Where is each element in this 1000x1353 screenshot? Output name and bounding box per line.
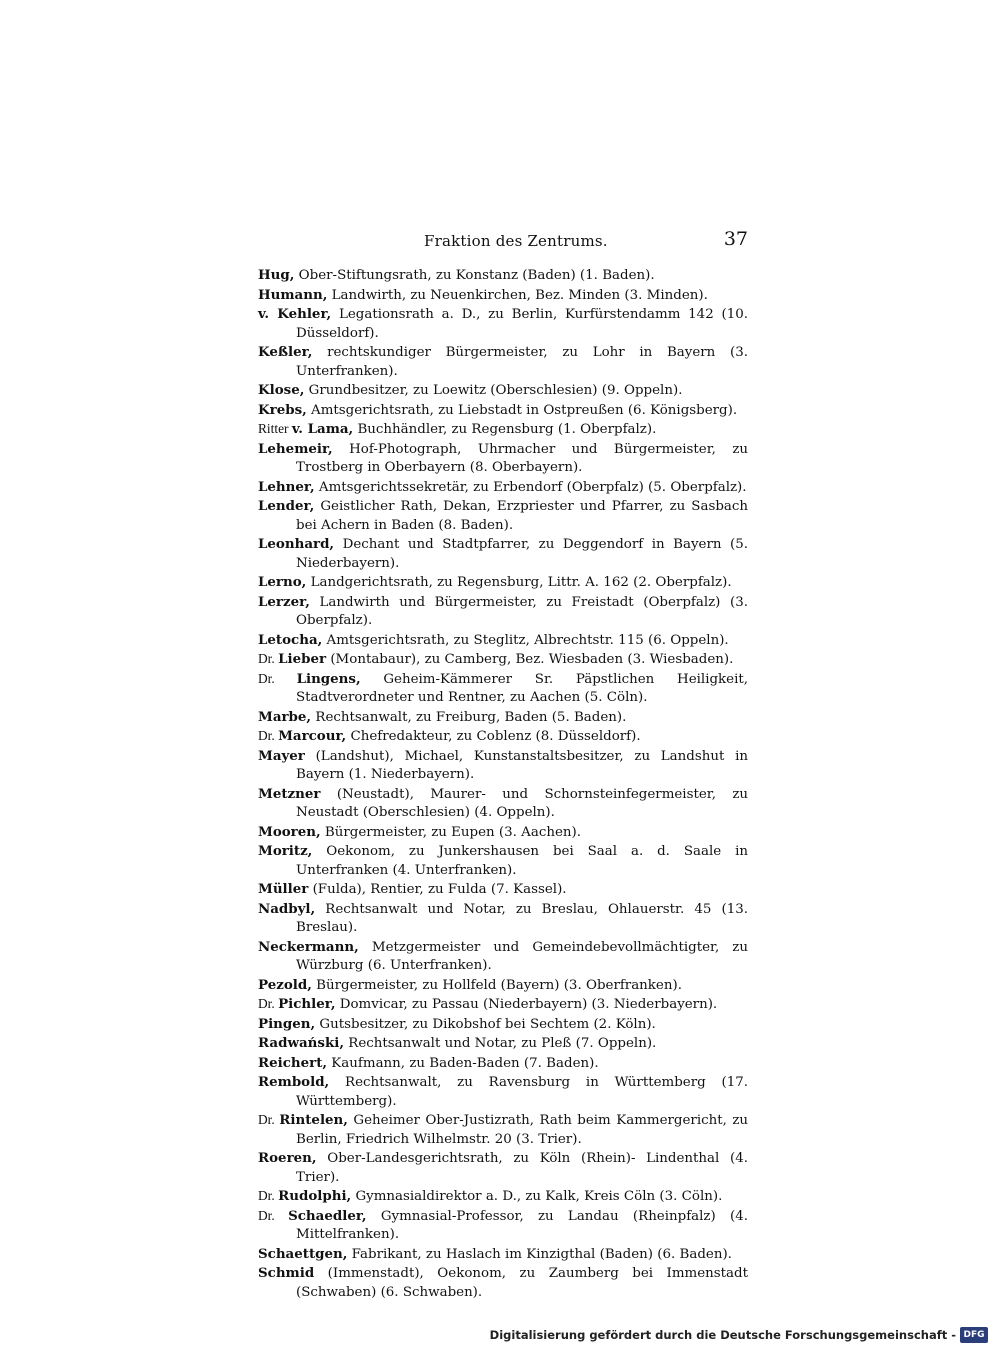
member-details: Amtsgerichtsrath, zu Liebstadt in Ostpreußen (6. Königsberg). [306,402,738,418]
member-entry [258,593,748,631]
member-details: Rechtsanwalt, zu Ravensburg in Württemberg (17. Württemberg). [296,1075,748,1109]
member-name: Pezold, [258,976,312,993]
member-entry [258,1187,748,1207]
member-entry [258,266,748,286]
member-details: Amtsgerichtssekretär, zu Erbendorf (Oberpfalz) (5. Oberpfalz). [314,479,747,495]
member-details: (Fulda), Rentier, zu Fulda (7. Kassel). [308,882,567,897]
member-entry [258,305,748,343]
member-details: Amtsgerichtsrath, zu Steglitz, Albrechtstr. 115 (6. Oppeln). [322,632,729,648]
member-entry [258,1111,748,1149]
member-name: Leonhard, [258,536,335,552]
member-entry [258,573,748,593]
member-name: v. Lama, [291,421,354,437]
member-details: Ober-Landesgerichtsrath, zu Köln (Rhein)- Lindenthal (4. Trier). [296,1151,748,1185]
member-entry [258,401,748,421]
member-title-prefix: Dr. [258,996,279,1011]
member-entry [258,1034,748,1054]
member-name: Pichler, [278,996,336,1012]
member-name: Lerzer, [258,593,310,610]
member-entry [258,440,748,478]
member-details: Legationsrath a. D., zu Berlin, Kurfürstendamm 142 (10. Düsseldorf). [296,307,748,341]
member-title-prefix: Dr. [258,728,279,743]
member-details: (Immenstadt), Oekonom, zu Zaumberg bei Immenstadt (Schwaben) (6. Schwaben). [296,1266,748,1300]
member-details: Geheim-Kämmerer Sr. Päpstlichen Heiligkeit, Stadtverordneter und Rentner, zu Aachen (5. Cöln). [296,671,749,705]
member-name: Nadbyl, [258,900,316,917]
member-details: Hof-Photograph, Uhrmacher und Bürgermeister, zu Trostberg in Oberbayern (8. Oberbayern). [296,441,748,475]
member-entry [258,650,748,670]
member-details: Geheimer Ober-Justizrath, Rath beim Kammergericht, zu Berlin, Friedrich Wilhelmstr. 20 (3. Trier). [296,1113,749,1147]
member-name: Klose, [258,382,305,398]
member-entry [258,1073,748,1111]
member-entry [258,842,748,880]
page-number: 37 [723,228,748,250]
member-details: (Landshut), Michael, Kunstanstaltsbesitzer, zu Landshut in Bayern (1. Niederbayern). [296,748,748,782]
member-name: Schaedler, [288,1207,367,1224]
member-name: Lehemeir, [258,440,333,457]
running-title: Fraktion des Zentrums. [424,232,608,250]
member-entry [258,478,748,498]
member-title-prefix: Dr. [258,1112,280,1127]
member-details: Buchhändler, zu Regensburg (1. Oberpfalz). [353,422,657,437]
member-name: Metzner [258,785,321,802]
member-details: Landwirth und Bürgermeister, zu Freistadt (Oberpfalz) (3. Oberpfalz). [296,594,748,628]
member-entry [258,420,748,440]
dfg-logo: DFG [960,1327,988,1343]
member-name: Lender, [258,498,315,514]
member-name: Rembold, [258,1074,330,1090]
member-name: Humann, [258,286,328,303]
member-details: Landgerichtsrath, zu Regensburg, Littr. A. 162 (2. Oberpfalz). [306,575,732,590]
funding-footer [490,1325,988,1345]
member-details: Ober-Stiftungsrath, zu Konstanz (Baden) (1. Baden). [294,268,655,283]
member-title-prefix: Dr. [258,670,297,686]
member-name: Krebs, [258,401,307,418]
member-title-prefix: Dr. [258,651,279,666]
member-name: Schaettgen, [258,1245,348,1262]
member-details: Grundbesitzer, zu Loewitz (Oberschlesien) (9. Oppeln). [304,383,683,398]
member-entry [258,1264,748,1302]
member-details: Geistlicher Rath, Dekan, Erzpriester und Pfarrer, zu Sasbach bei Achern in Baden (8. Baden). [296,499,748,533]
member-details: Oekonom, zu Junkershausen bei Saal a. d. Saale in Unterfranken (4. Unterfranken). [296,844,748,878]
member-details: Chefredakteur, zu Coblenz (8. Düsseldorf). [346,729,641,744]
member-entry [258,535,748,573]
member-details: Gymnasial-Professor, zu Landau (Rheinpfalz) (4. Mittelfranken). [296,1208,748,1242]
member-entry [258,1245,748,1265]
member-details: Rechtsanwalt und Notar, zu Pleß (7. Oppeln). [343,1036,657,1051]
member-name: Schmid [258,1265,315,1281]
member-entry [258,1015,748,1035]
member-details: Rechtsanwalt, zu Freiburg, Baden (5. Baden). [311,709,627,725]
member-details: Bürgermeister, zu Eupen (3. Aachen). [320,824,581,840]
member-details: Domvicar, zu Passau (Niederbayern) (3. Niederbayern). [335,997,718,1012]
member-entry [258,670,748,708]
member-entry [258,497,748,535]
member-entry [258,900,748,938]
member-entry [258,880,748,900]
member-name: Keßler, [258,344,313,360]
member-name: Lingens, [296,670,361,687]
member-name: Rudolphi, [278,1188,352,1204]
member-entry [258,747,748,785]
member-name: Radwański, [258,1035,344,1051]
member-details: Bürgermeister, zu Hollfeld (Bayern) (3. Oberfranken). [311,977,682,993]
member-name: Moritz, [258,843,313,859]
member-name: Lieber [278,651,327,667]
member-details: Gutsbesitzer, zu Dikobshof bei Sechtem (2. Köln). [315,1016,656,1032]
member-details: rechtskundiger Bürgermeister, zu Lohr in Bayern (3. Unterfranken). [296,345,748,379]
member-details: (Neustadt), Maurer- und Schornsteinfegermeister, zu Neustadt (Oberschlesien) (4. Oppeln). [296,786,748,820]
member-details: (Montabaur), zu Camberg, Bez. Wiesbaden (3. Wiesbaden). [326,652,734,667]
member-title-prefix: Dr. [258,1188,279,1203]
member-name: Lerno, [258,574,307,590]
member-details: Fabrikant, zu Haslach im Kinzigthal (Baden) (6. Baden). [347,1246,732,1262]
member-details: Dechant und Stadtpfarrer, zu Deggendorf in Bayern (5. Niederbayern). [296,537,748,571]
member-entry [258,631,748,651]
funding-notice: Digitalisierung gefördert durch die Deutsche Forschungsgemeinschaft - [489,1328,956,1342]
member-entry [258,823,748,843]
member-name: Reichert, [258,1054,328,1071]
member-name: Lehner, [258,478,315,495]
member-entry [258,381,748,401]
member-entry [258,727,748,747]
member-name: Neckermann, [258,938,359,955]
member-name: Mayer [258,747,305,764]
running-head [258,230,748,254]
member-name: Hug, [258,267,295,283]
member-name: Letocha, [258,631,323,648]
member-name: Marbe, [258,708,312,725]
member-entry [258,785,748,823]
member-details: Metzgermeister und Gemeindebevollmächtigter, zu Würzburg (6. Unterfranken). [296,939,748,973]
member-name: Pingen, [258,1015,316,1032]
member-name: Rintelen, [279,1112,348,1128]
member-name: Mooren, [258,823,321,840]
member-name: Müller [258,881,309,897]
member-entry [258,1207,748,1245]
member-name: Marcour, [278,728,347,744]
member-entry [258,286,748,306]
member-entry [258,938,748,976]
member-details: Rechtsanwalt und Notar, zu Breslau, Ohlauerstr. 45 (13. Breslau). [296,901,748,935]
member-name: Roeren, [258,1150,317,1166]
member-entry [258,1149,748,1187]
member-name: v. Kehler, [258,306,332,322]
member-details: Kaufmann, zu Baden-Baden (7. Baden). [327,1055,599,1071]
member-entry [258,976,748,996]
member-entry [258,995,748,1015]
member-details: Gymnasialdirektor a. D., zu Kalk, Kreis Cöln (3. Cöln). [351,1189,723,1204]
member-title-prefix: Dr. [258,1207,289,1223]
member-details: Landwirth, zu Neuenkirchen, Bez. Minden (3. Minden). [327,287,708,303]
member-entry [258,1054,748,1074]
member-entry [258,708,748,728]
member-list [258,266,748,1302]
member-title-prefix: Ritter [258,421,292,436]
member-entry [258,343,748,381]
